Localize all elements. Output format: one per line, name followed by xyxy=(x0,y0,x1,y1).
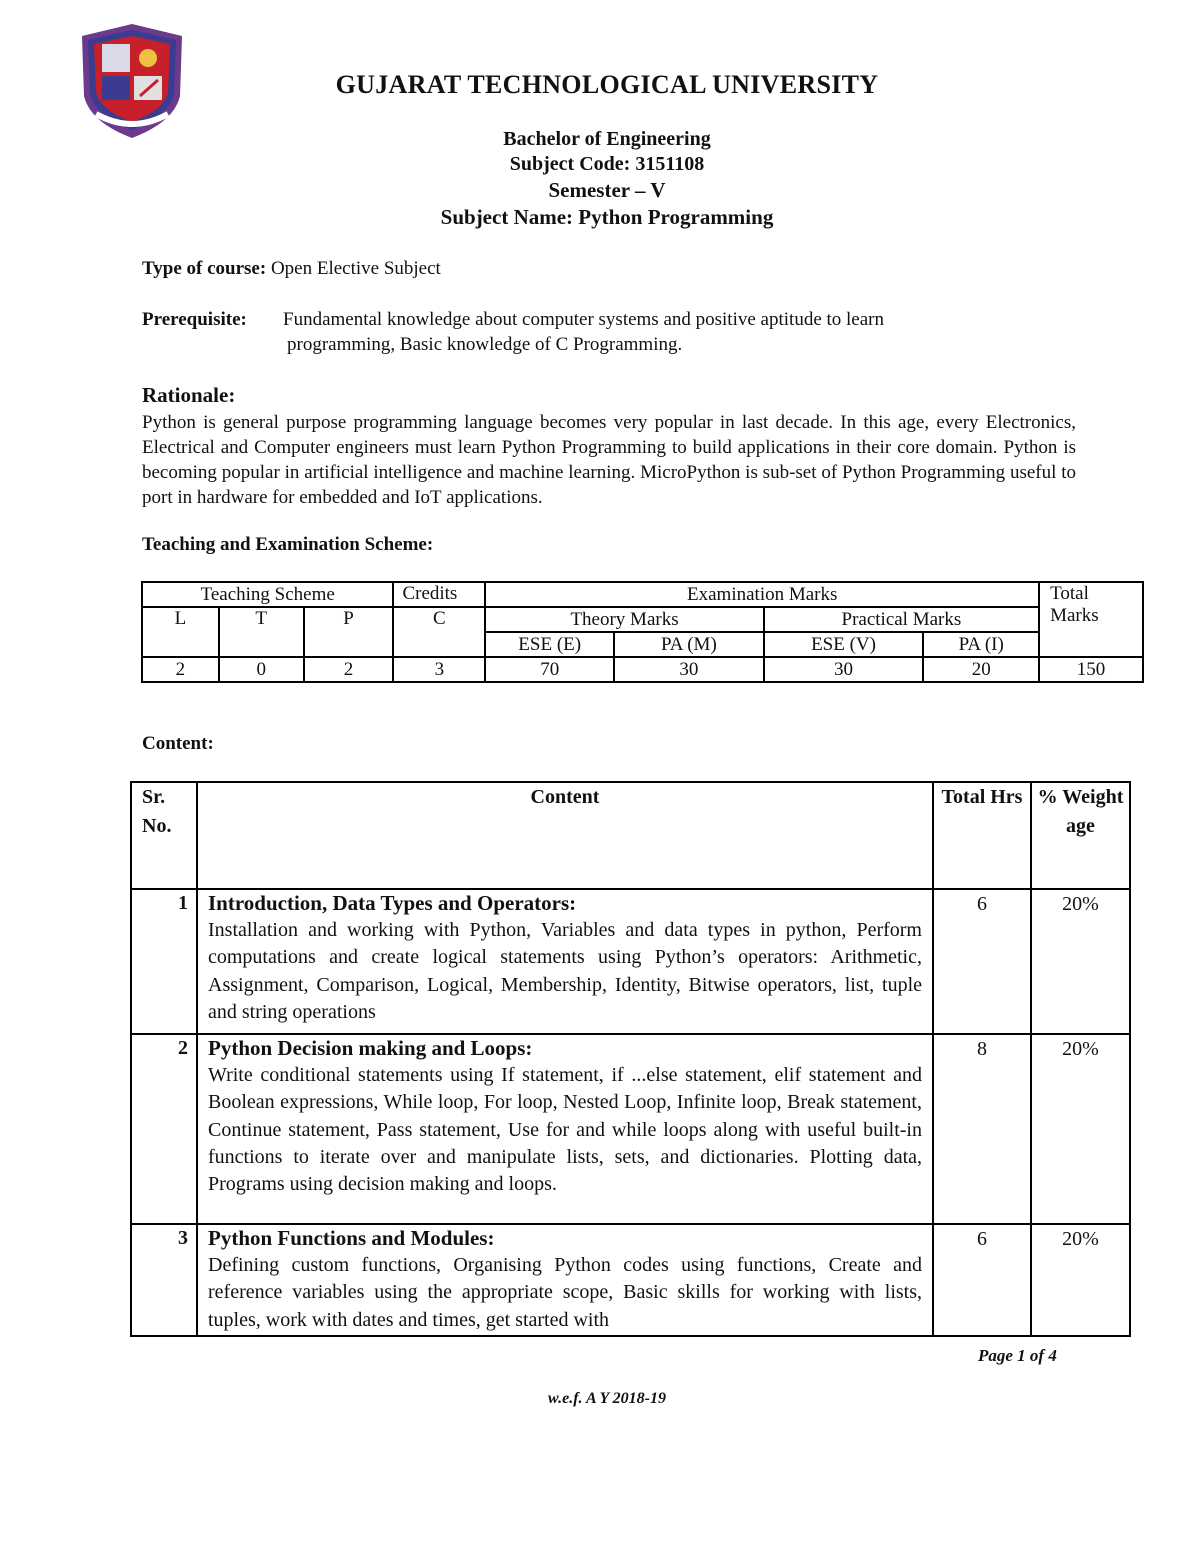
content-row xyxy=(131,1224,1130,1336)
subject-name: Subject Name: Python Programming xyxy=(440,205,774,229)
ese-e-header: ESE (E) xyxy=(485,632,614,657)
practical-marks-header: Practical Marks xyxy=(764,607,1039,632)
l-header: L xyxy=(142,607,219,657)
sr-no-header: Sr. No. xyxy=(131,782,197,889)
value-p: 2 xyxy=(304,657,394,682)
content-table xyxy=(130,781,1131,1337)
course-type-value: Open Elective Subject xyxy=(270,258,441,279)
total-marks-header: Total Marks xyxy=(1039,582,1143,657)
pa-i-header: PA (I) xyxy=(923,632,1039,657)
p-header: P xyxy=(304,607,394,657)
subject-code: Subject Code: 3151108 xyxy=(509,153,705,175)
row-body: Installation and working with Python, Variables and data types in python, Perform computations and create logical statements using Python’s operators: Arithmetic, Assignment, Comparison, Logical, Membership, Identity, Bitwise operators, list, tuple and string operations xyxy=(208,919,922,1023)
content-row xyxy=(131,889,1130,1034)
content-row xyxy=(131,1034,1130,1224)
degree-label: Bachelor of Engineering xyxy=(503,128,711,150)
value-total: 150 xyxy=(1039,657,1143,682)
content-column-header: Content xyxy=(197,782,933,889)
row-weight: 20% xyxy=(1031,1224,1130,1336)
row-body: Defining custom functions, Organising Python codes using functions, Create and reference variables using the appropriate scope, Basic skills for working with lists, tuples, work with dates and times, get started with xyxy=(208,1254,922,1331)
row-hrs: 6 xyxy=(933,1224,1031,1336)
prerequisite-text-line1: Fundamental knowledge about computer systems and positive aptitude to learn xyxy=(283,309,885,330)
row-hrs: 6 xyxy=(933,889,1031,1034)
theory-marks-header: Theory Marks xyxy=(485,607,763,632)
value-c: 3 xyxy=(393,657,485,682)
total-hrs-header: Total Hrs xyxy=(933,782,1031,889)
effective-year: w.e.f. A Y 2018-19 xyxy=(548,1390,666,1407)
value-l: 2 xyxy=(142,657,219,682)
pa-m-header: PA (M) xyxy=(614,632,764,657)
scheme-values-row xyxy=(142,657,1143,682)
semester: Semester – V xyxy=(548,178,666,202)
weightage-header: % Weight age xyxy=(1031,782,1130,889)
credits-header: Credits xyxy=(393,582,485,607)
exam-marks-header: Examination Marks xyxy=(485,582,1039,607)
t-header: T xyxy=(219,607,304,657)
rationale-heading: Rationale: xyxy=(142,383,236,407)
value-pa-m: 30 xyxy=(614,657,764,682)
row-weight: 20% xyxy=(1031,1034,1130,1224)
course-type-label: Type of course: xyxy=(142,258,267,279)
row-content xyxy=(197,1034,933,1224)
prerequisite-label: Prerequisite: xyxy=(142,309,247,330)
row-weight: 20% xyxy=(1031,889,1130,1034)
course-type xyxy=(142,258,441,280)
teaching-scheme-header: Teaching Scheme xyxy=(142,582,393,607)
row-title: Python Functions and Modules: xyxy=(208,1226,495,1250)
row-title: Python Decision making and Loops: xyxy=(208,1036,533,1060)
row-sr-no: 2 xyxy=(131,1034,197,1224)
value-ese-v: 30 xyxy=(764,657,924,682)
row-content xyxy=(197,1224,933,1336)
university-title: GUJARAT TECHNOLOGICAL UNIVERSITY xyxy=(335,70,879,99)
rationale-text: Python is general purpose programming language becomes very popular in last decade. In this age, every Electronics, Electrical and Computer engineers must learn Python Programming to build applications in their core domain. Python is becoming popular in artificial intelligence and machine learning. MicroPython is sub-set of Python Programming useful to port in hardware for embedded and IoT applications. xyxy=(142,412,1076,508)
value-pa-i: 20 xyxy=(923,657,1039,682)
row-body: Write conditional statements using If statement, if ...else statement, elif statement and Boolean expressions, While loop, For loop, Nested Loop, Infinite loop, Break statement, Continue statement, Pass statement, Use for and while loops along with useful built-in functions to iterate over and manipulate lists, sets, and dictionaries. Plotting data, Programs using decision making and loops. xyxy=(208,1064,922,1196)
row-sr-no: 3 xyxy=(131,1224,197,1336)
row-title: Introduction, Data Types and Operators: xyxy=(208,891,577,915)
content-header-row xyxy=(131,782,1130,889)
ese-v-header: ESE (V) xyxy=(764,632,924,657)
prerequisite-text-line2: programming, Basic knowledge of C Programming. xyxy=(287,334,683,355)
row-content xyxy=(197,889,933,1034)
row-hrs: 8 xyxy=(933,1034,1031,1224)
page-number: Page 1 of 4 xyxy=(978,1346,1057,1365)
teaching-exam-scheme-table xyxy=(141,581,1144,683)
value-ese-e: 70 xyxy=(485,657,614,682)
row-sr-no: 1 xyxy=(131,889,197,1034)
value-t: 0 xyxy=(219,657,304,682)
content-heading: Content: xyxy=(142,733,214,754)
c-header: C xyxy=(393,607,485,657)
scheme-heading: Teaching and Examination Scheme: xyxy=(142,534,434,555)
